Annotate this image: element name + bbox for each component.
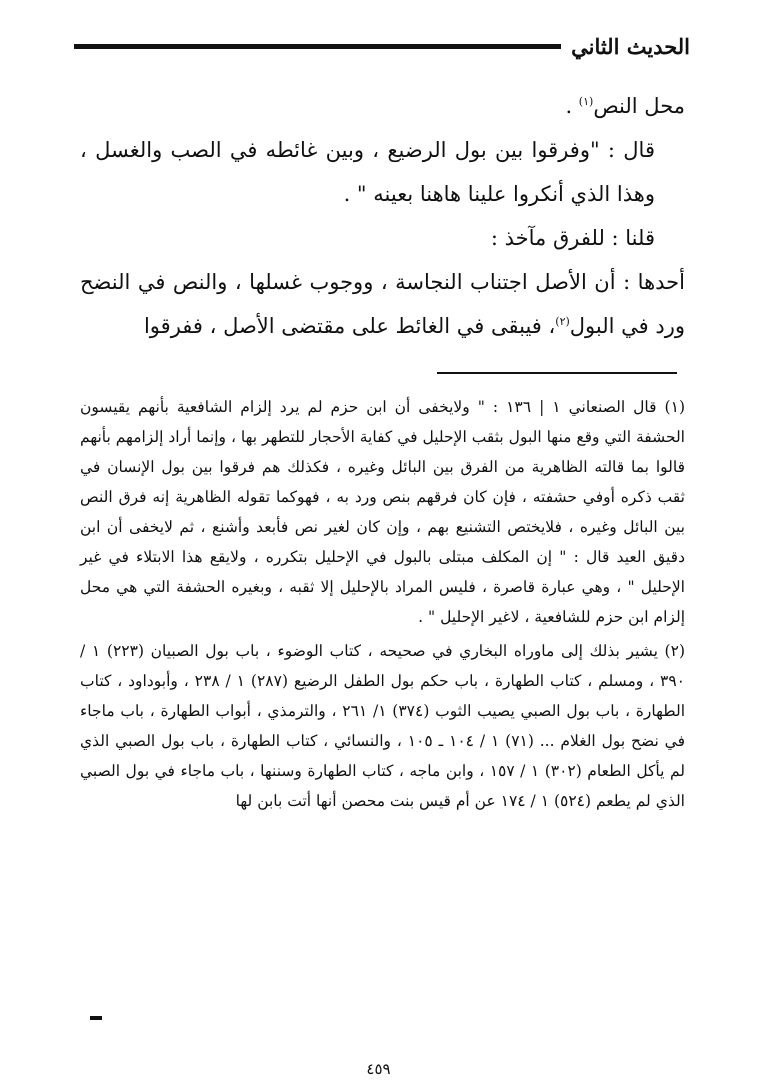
footnote-1: (١) قال الصنعاني ١ | ١٣٦ : " ولايخفى أن ابن حزم لم يرد إلزام الشافعية بأنهم يقيسون الحشفة التي وقع منها البول بثقب الإحليل في كفاية الأحجار للتطهر بها ، وإنما أراد إلزامهم بأنهم قالوا بما قالته الظاهرية من الفرق بين البائل وغيره ، فكذلك هم فرقوا بين بول الإنسان في ثقب ذكره أوفي حشفته ، فإن كان فرقهم بنص ورد به ، فهوكما تقوله الظاهرية إنه فرق النص بين البائل وغيره ، فلايختص التشنيع بهم ، وإن كان لغير نص فأبعد وأشنع ، ثم لايخفى أن ابن دقيق العيد قال : " إن المكلف مبتلى بالبول في الإحليل بتكرره ، ولايقع هذا الابتلاء في غير الإحليل " ، وهي عبارة قاصرة ، فليس المراد بالإحليل إلا ثقبه ، وبغيره الحشفة التي هي محل إلزام ابن حزم للشافعية ، لاغير الإحليل " . bbox=[80, 398, 685, 626]
main-paragraph-4-a: أحدها : أن الأصل اجتناب النجاسة ، ووجوب غسلها ، والنص في النضح ورد في البول bbox=[80, 270, 685, 338]
page-number: ٤٥٩ bbox=[366, 1060, 391, 1078]
main-paragraph-3: قلنا : للفرق مآخذ : bbox=[490, 226, 655, 250]
continuation-dash bbox=[90, 1016, 102, 1020]
footnote-ref-2: (٢) bbox=[555, 315, 570, 328]
footnotes bbox=[80, 392, 685, 820]
main-line-1-end: . bbox=[565, 94, 579, 118]
header-rule bbox=[74, 44, 561, 49]
main-paragraph-4 bbox=[80, 260, 685, 348]
footnote-separator bbox=[437, 372, 677, 374]
page-header bbox=[74, 28, 690, 64]
main-paragraph-1 bbox=[80, 84, 685, 128]
main-text bbox=[80, 84, 685, 348]
main-line-1: محل النص bbox=[593, 94, 685, 118]
footnote-ref-1: (١) bbox=[578, 95, 594, 108]
main-paragraph-4-b: ، فيبقى في الغائط على مقتضى الأصل ، ففرقوا bbox=[143, 314, 556, 338]
chapter-title: الحديث الثاني bbox=[571, 33, 690, 59]
footnote-2: (٢) يشير بذلك إلى ماوراه البخاري في صحيحه ، كتاب الوضوء ، باب بول الصبيان (٢٢٣) ١ / ٣٩٠ ، ومسلم ، كتاب الطهارة ، باب حكم بول الطفل الرضيع (٢٨٧) ١ / ٢٣٨ ، وأبوداود ، كتاب الطهارة ، باب بول الصبي يصيب الثوب (٣٧٤) ١/ ٢٦١ ، والترمذي ، أبواب الطهارة ، باب ماجاء في نضح بول الغلام ... (٧١) ١ / ١٠٤ ـ ١٠٥ ، والنسائي ، كتاب الطهارة ، باب بول الصبي الذي لم يأكل الطعام (٣٠٢) ١ / ١٥٧ ، وابن ماجه ، كتاب الطهارة وسننها ، باب ماجاء في بول الصبي الذي لم يطعم (٥٢٤) ١ / ١٧٤ عن أم قيس بنت محصن أنها أتت بابن لها bbox=[80, 642, 686, 810]
main-paragraph-2: قال : "وفرقوا بين بول الرضيع ، وبين غائطه في الصب والغسل ، وهذا الذي أنكروا علينا هاهنا بعينه " . bbox=[80, 138, 655, 206]
